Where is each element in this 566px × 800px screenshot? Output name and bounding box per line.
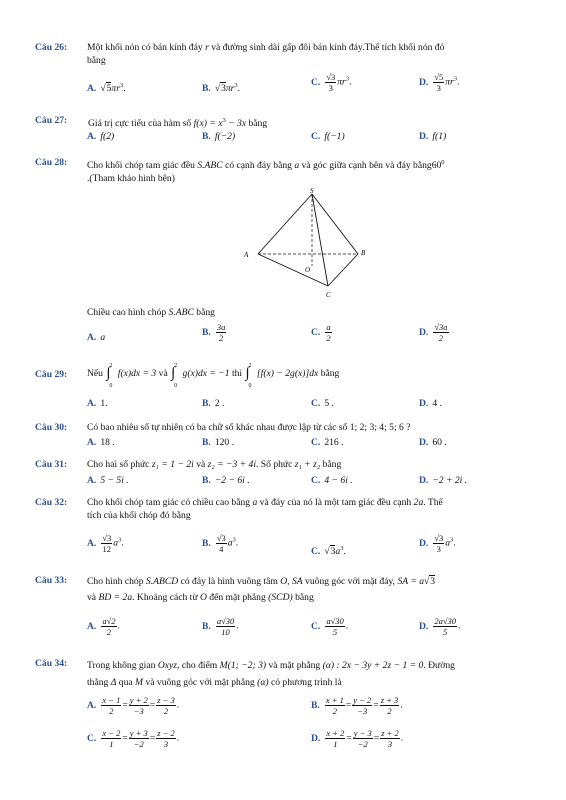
label-b: B xyxy=(361,249,366,257)
option-d[interactable]: D. $\frac{2a√30}{5}$ . xyxy=(419,616,461,637)
option-c[interactable]: C. 216 . xyxy=(311,437,344,448)
question-29 xyxy=(35,363,540,389)
question-text: Một khối nón có bán kính đáy r và đường sinh dài gấp đôi bán kính đáy.Thể tích khối nón đó bằng xyxy=(87,42,445,66)
label-o: O xyxy=(305,266,311,274)
option-c[interactable]: C. $\frac{x - 2}{1}$ = $\frac{y + 3}{-2}$ = $\frac{z - 2}{3}$ . xyxy=(87,728,180,749)
question-text: Nếu 2 ∫ 0 f(x)dx = 3 và 2 ∫ 0 g(x)dx = −1 thì 2 ∫ 0 [f(x) − 2g(x)]dx bằng xyxy=(87,363,340,389)
option-b[interactable]: B. $\frac{√3}{4}$ $a^3$. xyxy=(202,533,239,554)
option-d[interactable]: D. $\frac{√3a}{2}$ xyxy=(419,322,448,343)
option-d[interactable]: D. 4 . xyxy=(419,398,442,409)
question-33 xyxy=(35,574,540,603)
question-text: Trong không gian Oxyz, cho điểm M(1; −2; 3) và mặt phẳng (α) : 2x − 3y + 2z − 1 = 0. Đường thẳng Δ qua M và vuông góc với mặt phẳng (α) có phương trình là xyxy=(87,660,455,688)
option-c[interactable]: C. $\frac{√3}{3}$ $\pi r^3$. xyxy=(311,72,352,93)
question-text: Giá trị cực tiểu của hàm số $f(x) = x^3 - 3x$ bằng xyxy=(88,117,268,130)
edge-sa xyxy=(258,194,312,254)
option-a[interactable]: A. $\frac{a√2}{2}$ . xyxy=(87,616,120,637)
question-text: Cho hai số phức z₁ = 1 − 2i và z₂ = −3 + 4i. Số phức z₁ + z₂ bằng xyxy=(87,459,342,470)
question-number: Câu 30: xyxy=(35,422,68,433)
question-30 xyxy=(35,421,540,434)
question-31 xyxy=(35,458,540,471)
integral-sign: 2 ∫ 0 xyxy=(106,363,113,389)
question-number: Câu 34: xyxy=(35,658,68,669)
option-a[interactable]: A. 1. xyxy=(87,398,108,409)
option-b[interactable]: B. −2 − 6i . xyxy=(202,475,250,486)
question-27 xyxy=(35,114,540,130)
option-a[interactable]: A. f(2) xyxy=(87,131,115,142)
question-number: Câu 28: xyxy=(35,157,68,168)
option-d[interactable]: D. 60 . xyxy=(419,437,447,448)
question-text: Có bao nhiêu số tự nhiên có ba chữ số khác nhau được lập từ các số 1; 2; 3; 4; 5; 6 ? xyxy=(87,422,411,433)
option-a[interactable]: A. $\frac{√3}{12}$ $a^3$. xyxy=(87,533,124,554)
label-s: S xyxy=(310,187,314,195)
option-b[interactable]: B. f(−2) xyxy=(202,131,236,142)
edge-sb xyxy=(312,194,358,254)
option-b[interactable]: B. 2 . xyxy=(202,398,225,409)
option-d[interactable]: D. f(1) xyxy=(419,131,447,142)
edge-bc xyxy=(328,254,358,286)
option-d[interactable]: D. −2 + 2i . xyxy=(419,475,468,486)
option-a[interactable]: A. 5 − 5i . xyxy=(87,475,129,486)
label-c: C xyxy=(326,291,331,299)
question-text: Cho hình chóp S.ABCD có đáy là hình vuông tâm O, SA vuông góc với mặt đáy, SA = a√3 và BD = 2a. Khoảng cách từ O đến mặt phẳng (SCD) bằng xyxy=(87,576,436,603)
option-c[interactable]: C. 5 . xyxy=(311,398,334,409)
option-b[interactable]: B. $\frac{a√30}{10}$ . xyxy=(202,616,239,637)
option-a[interactable]: A. $√5\pi r^3$. xyxy=(87,82,126,95)
option-c[interactable]: C. $\frac{a√30}{5}$ . xyxy=(311,616,349,637)
question-number: Câu 31: xyxy=(35,459,68,470)
pyramid-figure xyxy=(230,186,380,301)
question-28 xyxy=(35,156,540,185)
option-b[interactable]: B. $\frac{3a}{2}$ xyxy=(202,322,226,343)
integral-sign: 2 ∫ 0 xyxy=(171,363,178,389)
question-number: Câu 29: xyxy=(35,369,68,380)
edge-sc xyxy=(312,194,328,286)
integral-sign: 2 ∫ 0 xyxy=(245,363,252,389)
option-d[interactable]: D. $\frac{√3}{3}$ $a^3$. xyxy=(419,533,456,554)
question-26 xyxy=(35,41,540,66)
question-number: Câu 27: xyxy=(35,115,68,126)
option-d[interactable]: D. $\frac{x + 2}{1}$ = $\frac{y - 3}{-2}$ = $\frac{z + 2}{3}$ . xyxy=(311,728,404,749)
option-b[interactable]: B. 120 . xyxy=(202,437,234,448)
question-number: Câu 32: xyxy=(35,497,68,508)
option-b[interactable]: B. $\frac{x + 1}{2}$ = $\frac{y - 2}{-3}$ = $\frac{z + 3}{2}$ . xyxy=(311,695,403,716)
label-a: A xyxy=(244,251,249,259)
option-a[interactable]: A. 18 . xyxy=(87,437,115,448)
exam-page: Câu 26: Một khối nón có bán kính đáy r và đường sinh dài gấp đôi bán kính đáy.Thể tích khối nón đó bằng A. $√5\pi r^3$. B. $√3\pi r^3$. C. $\frac{√3}{3}$ $\pi r^3$. D. $\frac{√5}{3}$ $\pi r^3$. Câu 27: Giá trị cực tiểu của hàm số $f(x) = x^3 - 3x$ bằng A. f(2) B. f(−2) C. f(−1) D. f(1) Câu 28: Cho khối chóp tam giác đều S.ABC có cạnh đáy bằng a và góc giữa cạnh bên và đáy $bằng60^0$ .(Tham khảo hình bên) S A B C O Chiều cao hình chóp S.ABC bằng A. a B. $\frac{3a}{2}$ C. $\frac{a}{2}$ D. $\frac{√3a}{2}$ Câu 29: Nếu 2 ∫ 0 f(x)dx = 3 và 2 ∫ 0 g(x)dx = −1 thì 2 ∫ 0 [f(x) − 2g(x)]dx bằng A. 1. B. 2 . C. 5 . D. 4 . Câu 30: Có bao nhiêu số tự nhiên có ba chữ số khác nhau được lập từ các số 1; 2; 3; 4; 5; 6 ? A. 18 . B. 120 . C. 216 . D. 60 . Câu 31: Cho hai số phức z₁ = 1 − 2i và z₂ = −3 + 4i. Số phức z₁ + z₂ bằng A. 5 − 5i . B. −2 − 6i . C. 4 − 6i . D. −2 + 2i . Câu 32: Cho khối chóp tam giác có chiều cao bằng a và đáy của nó là một tam giác đều cạnh 2a. Thể tích của khối chóp đó bằng A. $\frac{√3}{12}$ $a^3$. B. $\frac{√3}{4}$ $a^3$. C. $√3a^3$. D. $\frac{√3}{3}$ $a^3$. Câu 33: Cho hình chóp S.ABCD có đáy là hình vuông tâm O, SA vuông góc với mặt đáy, SA = a√3 và BD = 2a. Khoảng cách từ O đến mặt phẳng (SCD) bằng A. $\frac{a√2}{2}$ . B. $\frac{a√30}{10}$ . C. $\frac{a√30}{5}$ . D. $\frac{2a√30}{5}$ . Câu 34: Trong không gian Oxyz, cho điểm M(1; −2; 3) và mặt phẳng (α) : 2x − 3y + 2z − 1 = 0. Đường thẳng Δ qua M và vuông góc với mặt phẳng (α) có phương trình là A. $\frac{x - 1}{2}$ = $\frac{y + 2}{-3}$ = $\frac{z - 3}{2}$ . B. $\frac{x + 1}{2}$ = $\frac{y - 2}{-3}$ = $\frac{z + 3}{2}$ . C. $\frac{x - 2}{1}$ = $\frac{y + 3}{-2}$ = $\frac{z - 2}{3}$ . D. $\frac{x + 2}{1}$ = $\frac{y - 3}{-2}$ = $\frac{z + 2}{3}$ . xyxy=(0,0,566,800)
edge-ac xyxy=(258,254,328,286)
option-c[interactable]: C. $\frac{a}{2}$ xyxy=(311,322,331,343)
question-34 xyxy=(35,657,540,688)
question-text: Cho khối chóp tam giác có chiều cao bằng a và đáy của nó là một tam giác đều cạnh 2a. Thể tích của khối chóp đó bằng xyxy=(87,497,443,521)
question-text: Cho khối chóp tam giác đều S.ABC có cạnh đáy bằng a và góc giữa cạnh bên và đáy $bằng60^0$ .(Tham khảo hình bên) xyxy=(87,159,445,185)
option-c[interactable]: C. f(−1) xyxy=(311,131,345,142)
option-d[interactable]: D. $\frac{√5}{3}$ $\pi r^3$. xyxy=(419,72,460,93)
option-b[interactable]: B. $√3\pi r^3$. xyxy=(202,82,241,95)
option-c[interactable]: C. 4 − 6i . xyxy=(311,475,353,486)
question-number: Câu 33: xyxy=(35,575,68,586)
question-number: Câu 26: xyxy=(35,42,68,53)
option-a[interactable]: A. $\frac{x - 1}{2}$ = $\frac{y + 2}{-3}$ = $\frac{z - 3}{2}$ . xyxy=(87,695,180,716)
option-a[interactable]: A. a xyxy=(87,332,106,343)
option-c[interactable]: C. $√3a^3$. xyxy=(311,545,346,558)
question-32 xyxy=(35,496,540,521)
